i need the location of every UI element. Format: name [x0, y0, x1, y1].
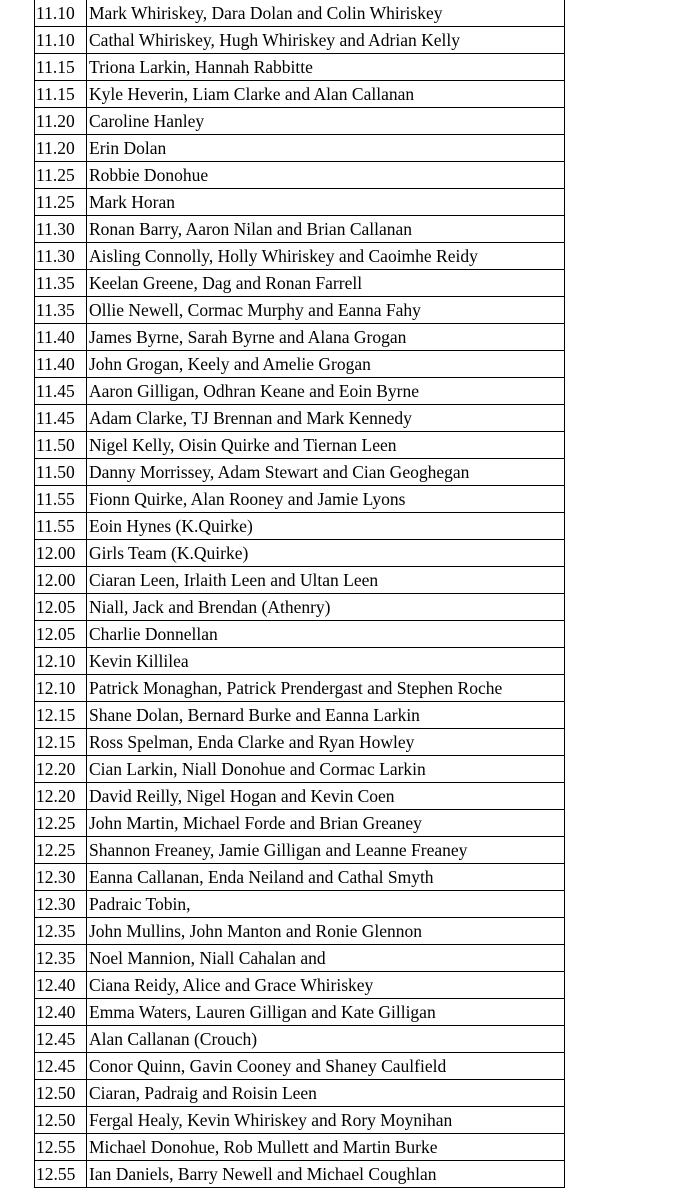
table-row — [35, 1107, 565, 1134]
tee-time-cell: 12.30 — [35, 891, 87, 918]
players-cell: Eoin Hynes (K.Quirke) — [87, 513, 565, 540]
players-cell: Danny Morrissey, Adam Stewart and Cian Geoghegan — [87, 459, 565, 486]
players-cell: Patrick Monaghan, Patrick Prendergast and Stephen Roche — [87, 675, 565, 702]
players-cell: Girls Team (K.Quirke) — [87, 540, 565, 567]
players-cell: Ross Spelman, Enda Clarke and Ryan Howley — [87, 729, 565, 756]
table-row — [35, 297, 565, 324]
tee-time-cell: 12.00 — [35, 540, 87, 567]
tee-time-table — [34, 0, 565, 1188]
tee-time-cell: 11.15 — [35, 81, 87, 108]
players-cell: Ronan Barry, Aaron Nilan and Brian Callanan — [87, 216, 565, 243]
tee-time-cell: 12.15 — [35, 702, 87, 729]
table-row — [35, 540, 565, 567]
players-cell: Ciana Reidy, Alice and Grace Whiriskey — [87, 972, 565, 999]
table-row — [35, 783, 565, 810]
table-row — [35, 702, 565, 729]
players-cell: Caroline Hanley — [87, 108, 565, 135]
tee-time-cell: 11.35 — [35, 297, 87, 324]
tee-time-cell: 11.35 — [35, 270, 87, 297]
players-cell: Triona Larkin, Hannah Rabbitte — [87, 54, 565, 81]
tee-time-cell: 11.55 — [35, 513, 87, 540]
players-cell: Cathal Whiriskey, Hugh Whiriskey and Adrian Kelly — [87, 27, 565, 54]
tee-time-cell: 11.20 — [35, 135, 87, 162]
table-row — [35, 432, 565, 459]
table-row — [35, 1134, 565, 1161]
table-row — [35, 1053, 565, 1080]
table-row — [35, 729, 565, 756]
players-cell: Fergal Healy, Kevin Whiriskey and Rory Moynihan — [87, 1107, 565, 1134]
players-cell: Erin Dolan — [87, 135, 565, 162]
tee-time-cell: 12.30 — [35, 864, 87, 891]
table-row — [35, 54, 565, 81]
players-cell: Ian Daniels, Barry Newell and Michael Coughlan — [87, 1161, 565, 1188]
table-row — [35, 918, 565, 945]
table-row — [35, 567, 565, 594]
tee-time-cell: 11.15 — [35, 54, 87, 81]
players-cell: Shannon Freaney, Jamie Gilligan and Leanne Freaney — [87, 837, 565, 864]
table-row — [35, 513, 565, 540]
table-row — [35, 189, 565, 216]
players-cell: Fionn Quirke, Alan Rooney and Jamie Lyons — [87, 486, 565, 513]
table-row — [35, 324, 565, 351]
table-row — [35, 864, 565, 891]
players-cell: Aaron Gilligan, Odhran Keane and Eoin Byrne — [87, 378, 565, 405]
players-cell: Michael Donohue, Rob Mullett and Martin Burke — [87, 1134, 565, 1161]
players-cell: Mark Horan — [87, 189, 565, 216]
players-cell: Keelan Greene, Dag and Ronan Farrell — [87, 270, 565, 297]
tee-time-cell: 12.50 — [35, 1107, 87, 1134]
tee-time-cell: 12.25 — [35, 837, 87, 864]
table-row — [35, 162, 565, 189]
table-row — [35, 27, 565, 54]
table-row — [35, 378, 565, 405]
tee-time-cell: 12.50 — [35, 1080, 87, 1107]
tee-time-sheet — [34, 0, 565, 1188]
table-row — [35, 486, 565, 513]
table-row — [35, 0, 565, 27]
table-row — [35, 405, 565, 432]
tee-time-cell: 11.10 — [35, 27, 87, 54]
players-cell: John Mullins, John Manton and Ronie Glennon — [87, 918, 565, 945]
players-cell: Emma Waters, Lauren Gilligan and Kate Gilligan — [87, 999, 565, 1026]
tee-time-cell: 12.10 — [35, 648, 87, 675]
players-cell: Niall, Jack and Brendan (Athenry) — [87, 594, 565, 621]
tee-time-cell: 11.40 — [35, 324, 87, 351]
players-cell: Ciaran, Padraig and Roisin Leen — [87, 1080, 565, 1107]
tee-time-cell: 11.20 — [35, 108, 87, 135]
table-row — [35, 1026, 565, 1053]
players-cell: Nigel Kelly, Oisin Quirke and Tiernan Leen — [87, 432, 565, 459]
tee-time-table-body — [35, 0, 565, 1188]
table-row — [35, 459, 565, 486]
table-row — [35, 270, 565, 297]
tee-time-cell: 12.45 — [35, 1026, 87, 1053]
table-row — [35, 1161, 565, 1188]
table-row — [35, 135, 565, 162]
table-row — [35, 810, 565, 837]
table-row — [35, 216, 565, 243]
table-row — [35, 648, 565, 675]
tee-time-cell: 12.35 — [35, 918, 87, 945]
players-cell: Cian Larkin, Niall Donohue and Cormac Larkin — [87, 756, 565, 783]
table-row — [35, 108, 565, 135]
tee-time-cell: 12.05 — [35, 594, 87, 621]
tee-time-cell: 12.10 — [35, 675, 87, 702]
players-cell: Aisling Connolly, Holly Whiriskey and Caoimhe Reidy — [87, 243, 565, 270]
tee-time-cell: 11.50 — [35, 459, 87, 486]
tee-time-cell: 12.55 — [35, 1134, 87, 1161]
players-cell: Ciaran Leen, Irlaith Leen and Ultan Leen — [87, 567, 565, 594]
tee-time-cell: 12.00 — [35, 567, 87, 594]
players-cell: Kyle Heverin, Liam Clarke and Alan Callanan — [87, 81, 565, 108]
table-row — [35, 351, 565, 378]
tee-time-cell: 11.40 — [35, 351, 87, 378]
players-cell: Padraic Tobin, — [87, 891, 565, 918]
tee-time-cell: 12.55 — [35, 1161, 87, 1188]
table-row — [35, 972, 565, 999]
tee-time-cell: 11.30 — [35, 243, 87, 270]
table-row — [35, 1080, 565, 1107]
players-cell: Conor Quinn, Gavin Cooney and Shaney Caulfield — [87, 1053, 565, 1080]
players-cell: Eanna Callanan, Enda Neiland and Cathal Smyth — [87, 864, 565, 891]
tee-time-cell: 12.40 — [35, 972, 87, 999]
players-cell: Shane Dolan, Bernard Burke and Eanna Larkin — [87, 702, 565, 729]
players-cell: James Byrne, Sarah Byrne and Alana Grogan — [87, 324, 565, 351]
table-row — [35, 945, 565, 972]
tee-time-cell: 11.25 — [35, 162, 87, 189]
tee-time-cell: 11.50 — [35, 432, 87, 459]
players-cell: Ollie Newell, Cormac Murphy and Eanna Fahy — [87, 297, 565, 324]
table-row — [35, 999, 565, 1026]
tee-time-cell: 12.40 — [35, 999, 87, 1026]
tee-time-cell: 12.15 — [35, 729, 87, 756]
tee-time-cell: 12.25 — [35, 810, 87, 837]
players-cell: David Reilly, Nigel Hogan and Kevin Coen — [87, 783, 565, 810]
table-row — [35, 756, 565, 783]
tee-time-cell: 11.25 — [35, 189, 87, 216]
players-cell: Noel Mannion, Niall Cahalan and — [87, 945, 565, 972]
tee-time-cell: 11.45 — [35, 405, 87, 432]
tee-time-cell: 11.10 — [35, 0, 87, 27]
table-row — [35, 675, 565, 702]
tee-time-cell: 12.05 — [35, 621, 87, 648]
players-cell: Adam Clarke, TJ Brennan and Mark Kennedy — [87, 405, 565, 432]
table-row — [35, 891, 565, 918]
table-row — [35, 621, 565, 648]
table-row — [35, 594, 565, 621]
players-cell: John Martin, Michael Forde and Brian Greaney — [87, 810, 565, 837]
tee-time-cell: 12.35 — [35, 945, 87, 972]
players-cell: John Grogan, Keely and Amelie Grogan — [87, 351, 565, 378]
tee-time-cell: 11.45 — [35, 378, 87, 405]
tee-time-cell: 12.45 — [35, 1053, 87, 1080]
players-cell: Alan Callanan (Crouch) — [87, 1026, 565, 1053]
tee-time-cell: 12.20 — [35, 756, 87, 783]
players-cell: Charlie Donnellan — [87, 621, 565, 648]
players-cell: Robbie Donohue — [87, 162, 565, 189]
table-row — [35, 837, 565, 864]
players-cell: Mark Whiriskey, Dara Dolan and Colin Whiriskey — [87, 0, 565, 27]
players-cell: Kevin Killilea — [87, 648, 565, 675]
tee-time-cell: 12.20 — [35, 783, 87, 810]
table-row — [35, 243, 565, 270]
tee-time-cell: 11.30 — [35, 216, 87, 243]
tee-time-cell: 11.55 — [35, 486, 87, 513]
table-row — [35, 81, 565, 108]
